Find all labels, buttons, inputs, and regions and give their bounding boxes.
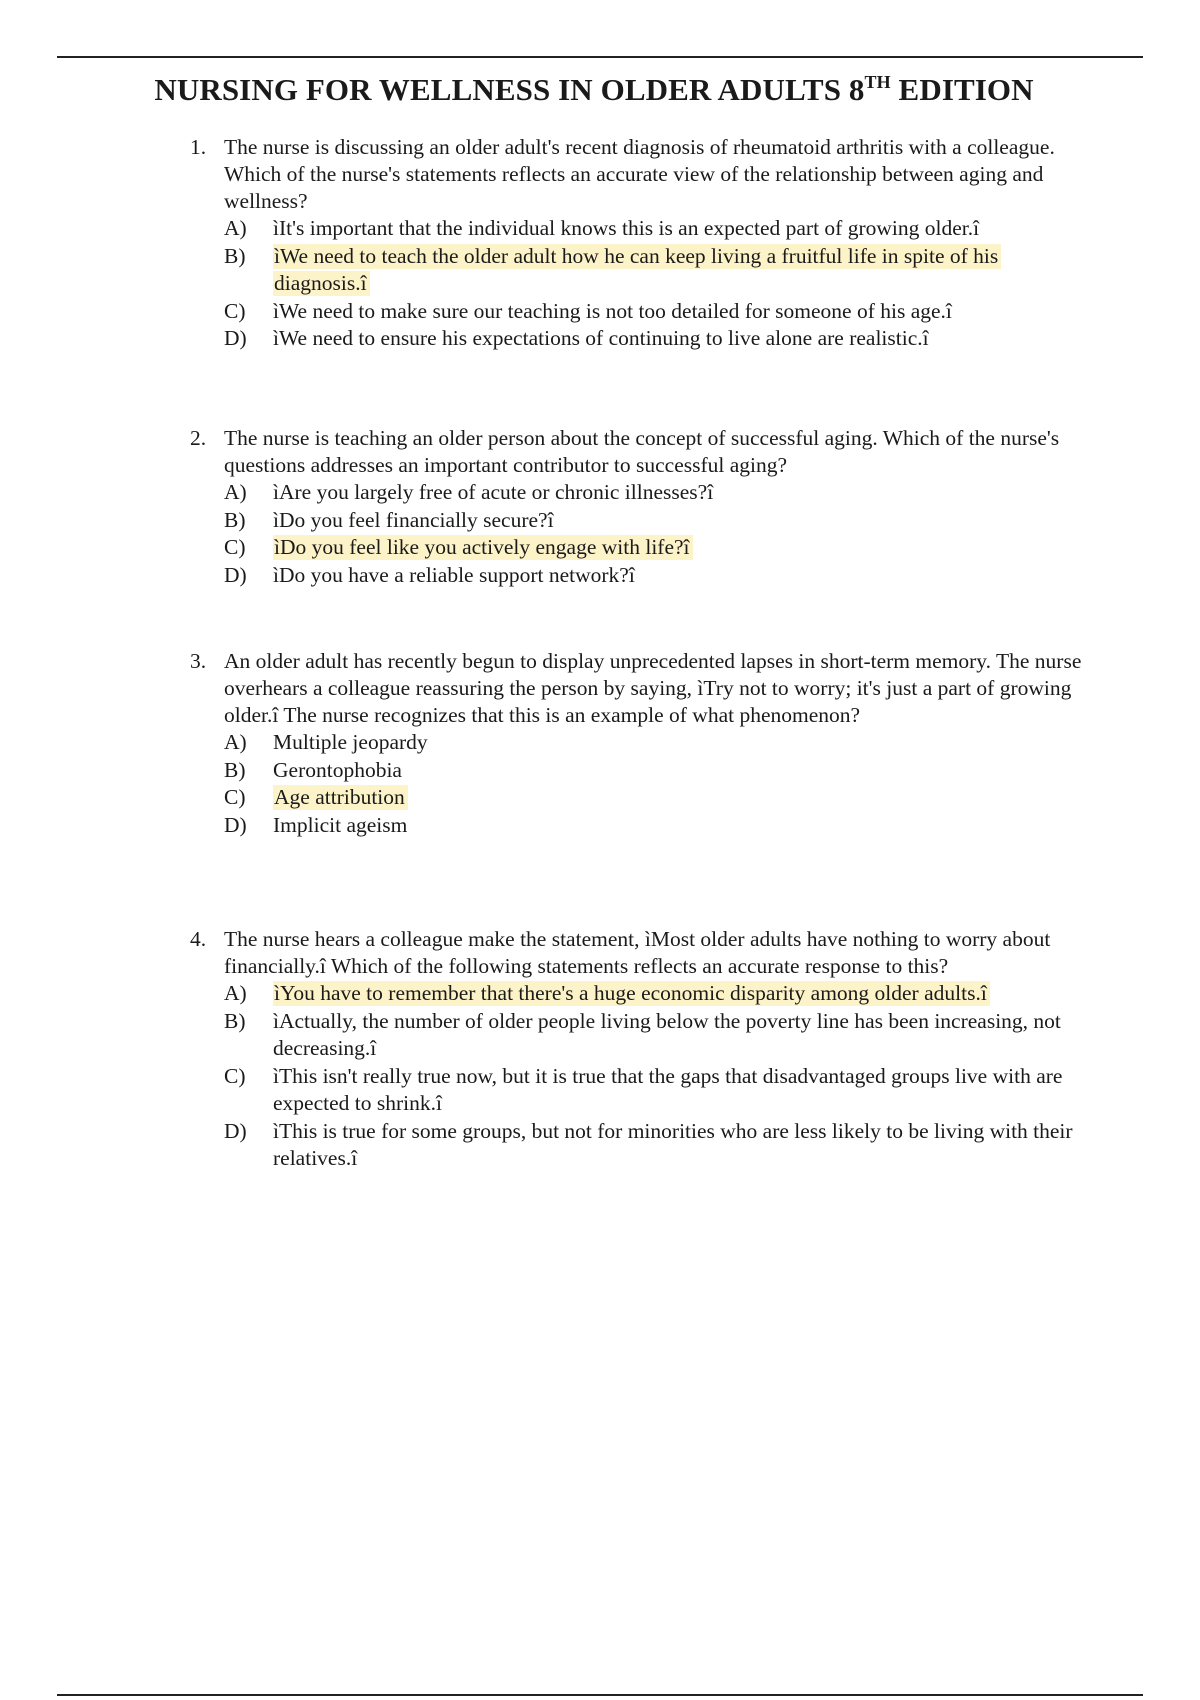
option-letter: B) bbox=[224, 507, 246, 532]
option-letter: D) bbox=[224, 812, 247, 837]
option-letter: C) bbox=[224, 785, 246, 809]
title-superscript: TH bbox=[864, 72, 891, 92]
option-c bbox=[224, 784, 1090, 812]
option-b bbox=[224, 757, 1090, 785]
highlighted-answer: ìWe need to teach the older adult how he can keep living a fruitful life in spite of his diagnosis.î bbox=[273, 244, 1001, 297]
question-stem: The nurse is discussing an older adult's recent diagnosis of rheumatoid arthritis with a colleague. Which of the nurse's statements reflects an accurate view of the relationship between aging and wellness? bbox=[224, 135, 1055, 213]
option-a bbox=[224, 215, 1090, 243]
question-number: 2. bbox=[190, 426, 207, 450]
option-letter: A) bbox=[224, 730, 247, 754]
option-text: ìIt's important that the individual knows this is an expected part of growing older.î bbox=[273, 216, 980, 240]
highlighted-answer: Age attribution bbox=[273, 785, 408, 810]
option-d bbox=[224, 812, 1090, 840]
option-text: ìWe need to make sure our teaching is not too detailed for someone of his age.î bbox=[273, 298, 952, 323]
option-letter: D) bbox=[224, 562, 247, 587]
option-text: ìAre you largely free of acute or chronic illnesses?î bbox=[273, 480, 714, 504]
option-text: Implicit ageism bbox=[273, 812, 408, 837]
option-c bbox=[224, 1063, 1090, 1118]
question-3 bbox=[190, 648, 1090, 839]
option-letter: D) bbox=[224, 1118, 247, 1143]
document-title bbox=[0, 70, 1188, 114]
option-d bbox=[224, 1118, 1090, 1173]
option-c bbox=[224, 298, 1090, 326]
highlighted-answer: ìDo you feel like you actively engage with life?î bbox=[273, 535, 693, 560]
option-d bbox=[224, 562, 1090, 590]
option-letter: B) bbox=[224, 243, 246, 268]
option-a bbox=[224, 479, 1090, 507]
question-stem: An older adult has recently begun to display unprecedented lapses in short-term memory. The nurse overhears a colleague reassuring the person by saying, ìTry not to worry; it's just a part of growing older.î The nurse recognizes that this is an example of what phenomenon? bbox=[224, 649, 1082, 727]
option-letter: A) bbox=[224, 981, 247, 1005]
option-text: ìActually, the number of older people living below the poverty line has been increasing, not decreasing.î bbox=[273, 1008, 1061, 1060]
question-1 bbox=[190, 134, 1090, 353]
bottom-rule bbox=[57, 1694, 1143, 1696]
option-c bbox=[224, 534, 1090, 562]
option-letter: A) bbox=[224, 480, 247, 504]
question-2 bbox=[190, 425, 1090, 589]
option-d bbox=[224, 325, 1090, 353]
question-stem: The nurse is teaching an older person about the concept of successful aging. Which of the nurse's questions addresses an important contributor to successful aging? bbox=[224, 426, 1060, 477]
option-text: ìDo you feel financially secure?î bbox=[273, 507, 554, 532]
option-text: ìThis isn't really true now, but it is true that the gaps that disadvantaged groups live with are expected to shrink.î bbox=[273, 1063, 1063, 1115]
option-letter: C) bbox=[224, 1063, 246, 1088]
option-b bbox=[224, 243, 1090, 298]
highlighted-answer: ìYou have to remember that there's a huge economic disparity among older adults.î bbox=[273, 981, 990, 1006]
option-a bbox=[224, 980, 1090, 1008]
option-letter: B) bbox=[224, 1008, 246, 1033]
question-4 bbox=[190, 926, 1090, 1173]
option-text: Gerontophobia bbox=[273, 757, 402, 782]
option-letter: C) bbox=[224, 535, 246, 559]
option-text: Multiple jeopardy bbox=[273, 730, 428, 754]
option-a bbox=[224, 729, 1090, 757]
option-b bbox=[224, 507, 1090, 535]
option-text: ìWe need to ensure his expectations of continuing to live alone are realistic.î bbox=[273, 326, 929, 350]
option-letter: B) bbox=[224, 757, 246, 782]
title-main: NURSING FOR WELLNESS IN OLDER ADULTS 8 bbox=[154, 72, 865, 107]
question-number: 1. bbox=[190, 135, 207, 159]
option-b bbox=[224, 1008, 1090, 1063]
title-end: EDITION bbox=[890, 72, 1034, 107]
top-rule bbox=[57, 56, 1143, 58]
option-letter: A) bbox=[224, 216, 247, 240]
question-number: 4. bbox=[190, 927, 207, 951]
question-stem: The nurse hears a colleague make the statement, ìMost older adults have nothing to worry about financially.î Which of the following statements reflects an accurate response to this? bbox=[224, 927, 1051, 978]
question-number: 3. bbox=[190, 649, 207, 673]
option-letter: D) bbox=[224, 326, 247, 350]
option-text: ìThis is true for some groups, but not for minorities who are less likely to be living with their relatives.î bbox=[273, 1118, 1073, 1170]
option-text: ìDo you have a reliable support network?î bbox=[273, 562, 635, 587]
option-letter: C) bbox=[224, 298, 246, 323]
